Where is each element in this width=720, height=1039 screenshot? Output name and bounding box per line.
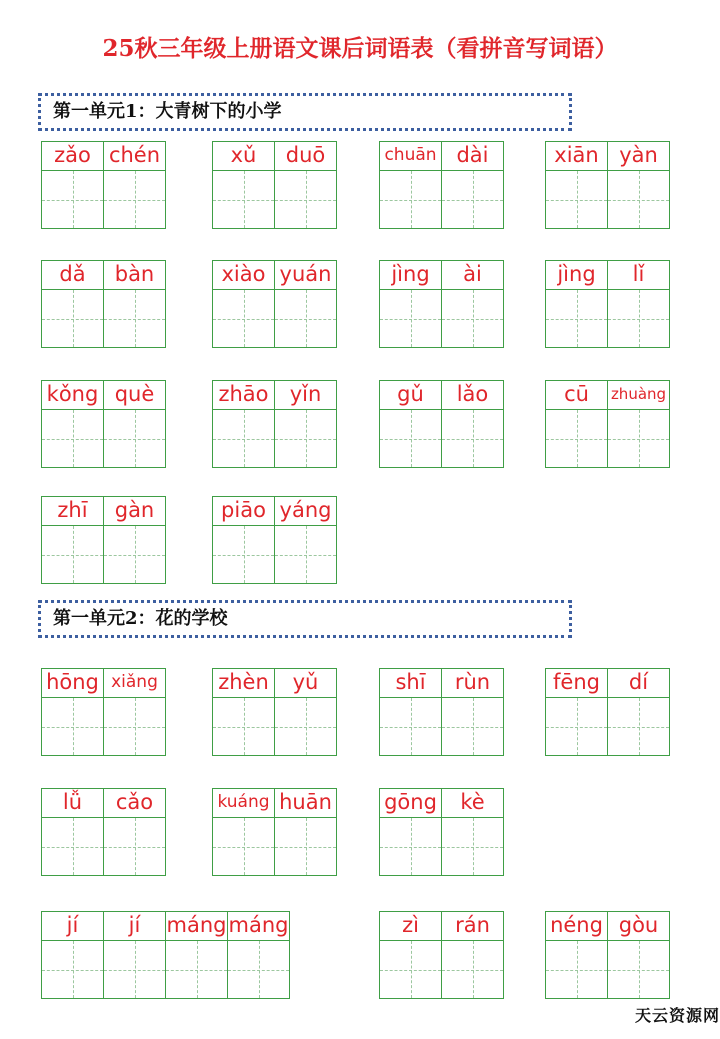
writing-cell[interactable]	[545, 668, 608, 756]
guide-line-horizontal	[275, 555, 336, 556]
writing-cell[interactable]	[103, 668, 166, 756]
writing-cell[interactable]	[379, 380, 442, 468]
pinyin-label: zì	[380, 912, 441, 941]
pinyin-label: gōng	[380, 789, 441, 818]
writing-cell[interactable]	[441, 141, 504, 229]
word-box	[41, 668, 165, 756]
pinyin-label: zhèn	[213, 669, 274, 698]
writing-cell[interactable]	[165, 911, 228, 999]
guide-line-horizontal	[608, 970, 669, 971]
pinyin-label: yàn	[608, 142, 669, 171]
pinyin-label: zhāo	[213, 381, 274, 410]
word-box	[545, 668, 669, 756]
guide-line-horizontal	[275, 200, 336, 201]
word-box	[379, 141, 503, 229]
guide-line-horizontal	[442, 439, 503, 440]
guide-line-horizontal	[546, 439, 607, 440]
pinyin-label: zhuàng	[608, 381, 669, 410]
pinyin-label: chuān	[380, 142, 441, 171]
writing-cell[interactable]	[545, 380, 608, 468]
guide-line-horizontal	[213, 200, 274, 201]
page-title: 25秋三年级上册语文课后词语表（看拼音写词语）	[102, 35, 618, 62]
writing-cell[interactable]	[103, 260, 166, 348]
word-box	[41, 141, 165, 229]
writing-cell[interactable]	[274, 496, 337, 584]
guide-line-horizontal	[213, 727, 274, 728]
word-box	[212, 668, 336, 756]
pinyin-label: máng	[228, 912, 289, 941]
guide-line-horizontal	[213, 439, 274, 440]
pinyin-label: hōng	[42, 669, 103, 698]
writing-cell[interactable]	[274, 260, 337, 348]
writing-cell[interactable]	[545, 141, 608, 229]
pinyin-label: bàn	[104, 261, 165, 290]
guide-line-horizontal	[608, 319, 669, 320]
word-box	[41, 788, 165, 876]
writing-cell[interactable]	[274, 380, 337, 468]
pinyin-label: lǐ	[608, 261, 669, 290]
writing-cell[interactable]	[441, 380, 504, 468]
pinyin-label: shī	[380, 669, 441, 698]
guide-line-horizontal	[42, 970, 103, 971]
guide-line-horizontal	[104, 847, 165, 848]
pinyin-label: dí	[608, 669, 669, 698]
guide-line-horizontal	[442, 319, 503, 320]
pinyin-label: piāo	[213, 497, 274, 526]
writing-cell[interactable]	[274, 668, 337, 756]
pinyin-label: zǎo	[42, 142, 103, 171]
guide-line-horizontal	[104, 319, 165, 320]
writing-cell[interactable]	[441, 668, 504, 756]
pinyin-label: duō	[275, 142, 336, 171]
writing-cell[interactable]	[379, 788, 442, 876]
word-box	[545, 260, 669, 348]
guide-line-horizontal	[608, 200, 669, 201]
writing-cell[interactable]	[441, 260, 504, 348]
pinyin-label: máng	[166, 912, 227, 941]
pinyin-label: cǎo	[104, 789, 165, 818]
pinyin-label: chén	[104, 142, 165, 171]
guide-line-horizontal	[213, 555, 274, 556]
writing-cell[interactable]	[607, 141, 670, 229]
writing-cell[interactable]	[103, 788, 166, 876]
pinyin-label: xiǎng	[104, 669, 165, 698]
writing-cell[interactable]	[103, 141, 166, 229]
pinyin-label: rán	[442, 912, 503, 941]
word-box	[545, 911, 669, 999]
pinyin-label: gǔ	[380, 381, 441, 410]
word-box	[379, 260, 503, 348]
writing-cell[interactable]	[545, 260, 608, 348]
pinyin-label: jìng	[380, 261, 441, 290]
guide-line-horizontal	[104, 727, 165, 728]
pinyin-label: kuáng	[213, 789, 274, 818]
pinyin-label: yuán	[275, 261, 336, 290]
pinyin-label: zhī	[42, 497, 103, 526]
writing-cell[interactable]	[441, 911, 504, 999]
pinyin-label: què	[104, 381, 165, 410]
pinyin-label: rùn	[442, 669, 503, 698]
pinyin-label: xǔ	[213, 142, 274, 171]
guide-line-horizontal	[166, 970, 227, 971]
guide-line-horizontal	[104, 970, 165, 971]
guide-line-horizontal	[275, 847, 336, 848]
writing-cell[interactable]	[227, 911, 290, 999]
pinyin-label: dài	[442, 142, 503, 171]
writing-cell[interactable]	[607, 668, 670, 756]
pinyin-label: xiān	[546, 142, 607, 171]
writing-cell[interactable]	[379, 668, 442, 756]
guide-line-horizontal	[442, 727, 503, 728]
guide-line-horizontal	[546, 727, 607, 728]
guide-line-horizontal	[380, 439, 441, 440]
watermark: 天云资源网	[634, 1006, 720, 1025]
pinyin-label: jí	[104, 912, 165, 941]
word-box	[41, 496, 165, 584]
guide-line-horizontal	[608, 439, 669, 440]
writing-cell[interactable]	[545, 911, 608, 999]
guide-line-horizontal	[42, 200, 103, 201]
guide-line-horizontal	[228, 970, 289, 971]
guide-line-horizontal	[546, 970, 607, 971]
guide-line-horizontal	[213, 319, 274, 320]
word-box	[545, 141, 669, 229]
section-heading-2: 第一单元2：花的学校	[38, 600, 572, 638]
pinyin-label: fēng	[546, 669, 607, 698]
guide-line-horizontal	[275, 727, 336, 728]
pinyin-label: jìng	[546, 261, 607, 290]
word-box	[212, 380, 336, 468]
word-box	[379, 911, 503, 999]
writing-cell[interactable]	[379, 141, 442, 229]
guide-line-horizontal	[104, 200, 165, 201]
pinyin-label: kè	[442, 789, 503, 818]
pinyin-label: huān	[275, 789, 336, 818]
writing-cell[interactable]	[212, 668, 275, 756]
writing-cell[interactable]	[607, 260, 670, 348]
guide-line-horizontal	[380, 727, 441, 728]
pinyin-label: gàn	[104, 497, 165, 526]
guide-line-horizontal	[275, 439, 336, 440]
word-box	[379, 380, 503, 468]
guide-line-horizontal	[104, 555, 165, 556]
pinyin-label: lǚ	[42, 789, 103, 818]
writing-cell[interactable]	[103, 911, 166, 999]
pinyin-label: néng	[546, 912, 607, 941]
guide-line-horizontal	[42, 555, 103, 556]
guide-line-horizontal	[104, 439, 165, 440]
writing-cell[interactable]	[212, 788, 275, 876]
writing-cell[interactable]	[274, 141, 337, 229]
writing-cell[interactable]	[41, 668, 104, 756]
writing-cell[interactable]	[607, 380, 670, 468]
guide-line-horizontal	[42, 439, 103, 440]
writing-cell[interactable]	[41, 141, 104, 229]
word-box	[212, 141, 336, 229]
writing-cell[interactable]	[441, 788, 504, 876]
guide-line-horizontal	[380, 319, 441, 320]
guide-line-horizontal	[442, 847, 503, 848]
guide-line-horizontal	[442, 200, 503, 201]
word-box	[379, 668, 503, 756]
writing-cell[interactable]	[41, 496, 104, 584]
pinyin-label: ài	[442, 261, 503, 290]
writing-cell[interactable]	[41, 911, 104, 999]
writing-cell[interactable]	[379, 911, 442, 999]
guide-line-horizontal	[42, 319, 103, 320]
guide-line-horizontal	[380, 847, 441, 848]
word-box	[41, 380, 165, 468]
writing-cell[interactable]	[41, 788, 104, 876]
pinyin-label: jí	[42, 912, 103, 941]
section-heading-1: 第一单元1：大青树下的小学	[38, 93, 572, 131]
guide-line-horizontal	[213, 847, 274, 848]
writing-cell[interactable]	[607, 911, 670, 999]
guide-line-horizontal	[546, 319, 607, 320]
pinyin-label: yáng	[275, 497, 336, 526]
guide-line-horizontal	[546, 200, 607, 201]
guide-line-horizontal	[608, 727, 669, 728]
guide-line-horizontal	[380, 200, 441, 201]
word-box	[545, 380, 669, 468]
pinyin-label: xiào	[213, 261, 274, 290]
word-box	[379, 788, 503, 876]
writing-cell[interactable]	[103, 496, 166, 584]
guide-line-horizontal	[42, 847, 103, 848]
pinyin-label: yǐn	[275, 381, 336, 410]
guide-line-horizontal	[275, 319, 336, 320]
writing-cell[interactable]	[212, 496, 275, 584]
word-box	[212, 260, 336, 348]
pinyin-label: kǒng	[42, 381, 103, 410]
writing-cell[interactable]	[103, 380, 166, 468]
pinyin-label: lǎo	[442, 381, 503, 410]
pinyin-label: yǔ	[275, 669, 336, 698]
writing-cell[interactable]	[212, 260, 275, 348]
writing-cell[interactable]	[379, 260, 442, 348]
writing-cell[interactable]	[274, 788, 337, 876]
writing-cell[interactable]	[41, 260, 104, 348]
writing-cell[interactable]	[212, 380, 275, 468]
word-box	[41, 911, 289, 999]
word-box	[212, 496, 336, 584]
word-box	[41, 260, 165, 348]
pinyin-label: cū	[546, 381, 607, 410]
pinyin-label: gòu	[608, 912, 669, 941]
guide-line-horizontal	[42, 727, 103, 728]
guide-line-horizontal	[380, 970, 441, 971]
writing-cell[interactable]	[212, 141, 275, 229]
word-box	[212, 788, 336, 876]
writing-cell[interactable]	[41, 380, 104, 468]
guide-line-horizontal	[442, 970, 503, 971]
pinyin-label: dǎ	[42, 261, 103, 290]
